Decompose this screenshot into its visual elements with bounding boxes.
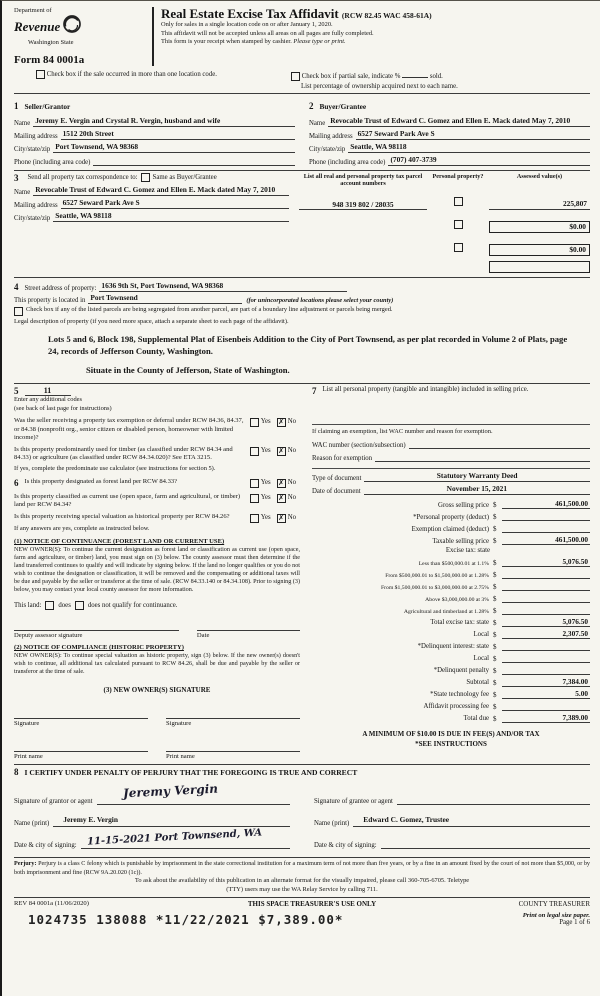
county-treasurer-label: COUNTY TREASURER (518, 900, 590, 909)
rate-3-value[interactable] (502, 581, 590, 591)
buyer-citystatezip-label: City/state/zip (309, 145, 346, 153)
grantee-date-field[interactable] (381, 838, 590, 849)
exemption-intro: If claiming an exemption, list WAC number and reason for exemption. (312, 428, 493, 436)
parcel-3-personal-checkbox[interactable] (454, 243, 463, 252)
parcel-row (299, 215, 590, 233)
tax-line-label: *State technology fee (430, 691, 489, 699)
dollar-sign: $ (493, 655, 497, 664)
grantor-printed-name: Jeremy E. Vergin (63, 815, 118, 825)
grantee-signature-block (314, 783, 590, 849)
parcel-3-number-field[interactable] (299, 247, 427, 256)
tax-line-rate-3 (312, 581, 590, 591)
seller-mailing-label: Mailing address (14, 132, 58, 140)
correspondence-name-field[interactable]: Revocable Trust of Edward C. Gomez and Ellen E. Mack dated May 7, 2010 (33, 186, 289, 196)
tax-line-delinquent-interest (312, 641, 590, 651)
parcel-2-number-field[interactable] (299, 224, 427, 233)
correspondence-mailing-field[interactable]: 6527 Seward Park Ave S (61, 199, 289, 209)
tax-line-rate-4 (312, 593, 590, 603)
parties-section (14, 93, 590, 170)
section-4-number: 4 (14, 282, 19, 293)
grantor-date-label: Date & city of signing: (14, 842, 77, 850)
street-address-label: Street address of property: (24, 285, 97, 293)
q4-no-checkbox[interactable]: ✗ (278, 493, 285, 502)
tax-line-total-state (312, 617, 590, 627)
rate-4-value[interactable] (502, 593, 590, 603)
correspondence-citystatezip-label: City/state/zip (14, 214, 51, 222)
footer (14, 897, 590, 927)
partial-sale-label-suffix: sold. (429, 73, 443, 80)
section-3-number: 3 (14, 172, 19, 183)
grantee-printname-field[interactable] (353, 816, 590, 827)
new-owner-signature-1-field[interactable] (14, 708, 148, 719)
dollar-sign: $ (493, 501, 497, 510)
additional-code-field[interactable]: 11 (25, 386, 71, 396)
new-owner-signature-2-field[interactable] (166, 708, 300, 719)
correspondence-name-label: Name (14, 188, 31, 196)
header-note-3-text: This form is your receipt when stamped by cashier. (161, 37, 292, 45)
dollar-sign: $ (493, 691, 497, 700)
wac-number-label: WAC number (section/subsection) (312, 442, 406, 450)
parcel-row (299, 192, 590, 210)
grantor-printname-field[interactable] (53, 816, 290, 827)
this-land-label: This land: (14, 602, 42, 610)
tax-line-label: Less than $500,000.01 at 1.1% (418, 560, 489, 567)
tax-correspondence-section (14, 170, 590, 277)
buyer-mailing-field[interactable]: 6527 Seward Park Ave S (356, 130, 590, 140)
multi-location-checkbox[interactable] (36, 70, 45, 79)
assessed-value-header: Assessed value(s) (516, 172, 563, 180)
section-8-number: 8 (14, 767, 19, 778)
buyer-name-label: Name (309, 119, 326, 127)
seller-phone-label: Phone (including area code) (14, 158, 91, 166)
no-label: No (287, 479, 296, 487)
print-legal-note: Print on legal size paper. (522, 912, 590, 920)
question-text: Is this property receiving special valuation as historical property per RCW 84.26? (14, 513, 230, 521)
dollar-sign: $ (493, 703, 497, 712)
buyer-name-field[interactable]: Revocable Trust of Edward C. Gomez and Ellen E. Mack dated May 7, 2010 (328, 117, 590, 127)
parcel-1-assessed-value[interactable]: 225,807 (489, 199, 590, 210)
dollar-sign: $ (493, 607, 497, 616)
total-due-value[interactable]: 7,389.00 (502, 713, 590, 723)
certification-section (14, 764, 590, 853)
accessibility-note-1: To ask about the availability of this publication in an alternate format for the visually impaired, please call 360-705-6705. Teletype (134, 876, 470, 884)
tax-line-label: *Delinquent interest: state (417, 643, 489, 651)
parcel-numbers-header: List all real and personal property tax parcel account numbers (303, 172, 423, 188)
land-does-checkbox[interactable] (45, 601, 54, 610)
form-number: Form 84 0001a (14, 54, 85, 66)
same-as-buyer-checkbox[interactable] (141, 173, 150, 182)
correspondence-citystatezip-field[interactable]: Seattle, WA 98118 (53, 212, 289, 222)
agricultural-value[interactable] (502, 605, 590, 615)
land-qualify-row (14, 601, 300, 610)
parcel-2-assessed-value[interactable]: $0.00 (489, 221, 590, 233)
tax-line-label: Subtotal (466, 679, 489, 687)
timber-agriculture-question (14, 446, 300, 463)
tax-line-delinquent-local (312, 653, 590, 663)
grantee-printed-name: Edward C. Gomez, Trustee (363, 815, 450, 825)
print-name-label: Print name (166, 753, 195, 761)
partial-sale-label: Check box if partial sale, indicate % (301, 73, 401, 80)
form-title: Real Estate Excise Tax Affidavit (161, 6, 339, 21)
q5-yes-checkbox[interactable] (250, 514, 259, 523)
dollar-sign: $ (493, 583, 497, 592)
delinquent-interest-state-value[interactable] (502, 641, 590, 651)
buyer-grantee-title: Buyer/Grantee (319, 101, 367, 111)
grantor-printname-label: Name (print) (14, 820, 50, 828)
tax-line-subtotal (312, 677, 590, 687)
see-instructions-note: *SEE INSTRUCTIONS (415, 740, 487, 749)
property-location-section (14, 277, 590, 383)
revenue-logo-icon (62, 14, 82, 39)
print-name-label: Print name (14, 753, 43, 761)
buyer-grantee-block (309, 96, 590, 166)
perjury-label: Perjury: (14, 861, 37, 868)
multi-location-label: Check box if the sale occurred in more than one location code. (46, 71, 217, 79)
taxable-selling-price-value[interactable]: 461,500.00 (502, 535, 590, 545)
tax-line-taxable (312, 535, 590, 545)
land-does-not-checkbox[interactable] (75, 601, 84, 610)
yes-label: Yes (260, 493, 271, 501)
parcel-1-personal-checkbox[interactable] (454, 197, 463, 206)
reason-exemption-field[interactable] (375, 452, 590, 462)
yes-label: Yes (260, 418, 271, 426)
correspondence-mailing-label: Mailing address (14, 201, 58, 209)
excise-tax-state-label: Excise tax: state (445, 547, 490, 555)
grantor-date-field[interactable] (81, 827, 290, 849)
header-note-3-emphasis: Please type or print. (293, 37, 346, 45)
grantor-date-ink: 11-15-2021 Port Townsend, WA (86, 827, 263, 848)
notice-of-compliance-body: NEW OWNER(S): To continue special valuation as historic property, sign (3) below. If the new owner(s) doesn't wish to continue, all additional tax calculated pursuant to RCW 84.26, shall be due and payable by the seller or transferor at the time of sale. (14, 653, 300, 676)
q5-no-checkbox[interactable]: ✗ (278, 514, 285, 523)
yes-label: Yes (260, 446, 271, 454)
tax-line-label: Local (473, 631, 489, 639)
deputy-assessor-row (14, 620, 300, 639)
parcel-table (299, 173, 590, 273)
header-note-3 (161, 38, 590, 46)
seller-phone-field[interactable] (93, 156, 295, 166)
current-use-question (14, 493, 300, 510)
treasurer-receipt-stamp: 1024735 138088 *11/22/2021 $7,389.00* (28, 912, 344, 928)
local-tax-value[interactable]: 2,307.50 (502, 629, 590, 639)
tax-line-label: Taxable selling price (432, 537, 489, 545)
dollar-sign: $ (493, 679, 497, 688)
section-6-number: 6 (14, 478, 19, 489)
partial-sale-percent-field[interactable] (402, 70, 428, 78)
divider (312, 468, 590, 469)
buyer-mailing-label: Mailing address (309, 132, 353, 140)
same-as-buyer-label: Same as Buyer/Grantee (152, 174, 217, 182)
unincorporated-note: (for unincorporated locations please select your county) (246, 297, 394, 305)
state-technology-fee-value[interactable]: 5.00 (502, 689, 590, 699)
dollar-sign: $ (493, 525, 497, 534)
grantor-signature-label: Signature of grantor or agent (14, 798, 93, 806)
form-header (14, 7, 590, 66)
dollar-sign: $ (493, 619, 497, 628)
date-of-document-label: Date of document (312, 488, 361, 496)
tax-line-processing-fee (312, 701, 590, 711)
parcel-3-assessed-value[interactable]: $0.00 (489, 244, 590, 256)
tax-line-label: Total excise tax: state (430, 619, 489, 627)
new-owners-signature-title: (3) NEW OWNER(S) SIGNATURE (103, 686, 211, 695)
buyer-phone-field[interactable]: (707) 407-3739 (388, 156, 590, 166)
dollar-sign: $ (493, 559, 497, 568)
total-excise-state-value[interactable]: 5,076.50 (502, 617, 590, 627)
tax-line-label: *Delinquent penalty (433, 667, 489, 675)
treasurer-space-label: THIS SPACE TREASURER'S USE ONLY (247, 900, 377, 909)
certify-statement: I CERTIFY UNDER PENALTY OF PERJURY THAT THE FOREGOING IS TRUE AND CORRECT (24, 767, 358, 777)
affidavit-processing-fee-value[interactable] (502, 701, 590, 711)
new-owner-signature-row (14, 708, 300, 727)
additional-codes-note: (see back of last page for instructions) (14, 404, 112, 412)
perjury-body: Perjury is a class C felony which is punishable by imprisonment in the state correctional institution for a maximum term of not more than five years, or by a fine in an amount fixed by the court of not more than $5,000, or by both imprisonment and fine (RCW 9A.20.020 (1c)). (14, 861, 590, 876)
tax-line-exemption-deduct (312, 523, 590, 533)
send-correspondence-label: Send all property tax correspondence to: (27, 174, 138, 182)
q1-yes-checkbox[interactable] (250, 418, 259, 427)
sections-5-6-column (14, 386, 300, 760)
predominate-use-note: If yes, complete the predominate use calculator (see instructions for section 5). (14, 464, 216, 472)
notice-of-compliance-title: (2) NOTICE OF COMPLIANCE (HISTORIC PROPERTY) (14, 644, 184, 652)
reason-exemption-label: Reason for exemption (312, 455, 373, 463)
tax-line-local (312, 629, 590, 639)
main-two-column-area (14, 383, 590, 764)
signature-label: Signature (14, 720, 40, 728)
deputy-date-label: Date (196, 632, 210, 640)
grantor-signature-field[interactable] (97, 781, 290, 805)
revision-number: REV 84 0001a (11/06/2020) (14, 900, 89, 908)
dollar-sign: $ (493, 513, 497, 522)
signature-label: Signature (166, 720, 192, 728)
personal-property-list-area[interactable] (312, 398, 590, 420)
type-of-document-label: Type of document (312, 475, 362, 483)
agency-state-label: Washington State (28, 39, 74, 46)
personal-property-deduct-value[interactable] (502, 511, 590, 521)
legal-description-text[interactable]: Lots 5 and 6, Block 198, Supplemental Plat of Eisenbeis Addition to the City of Port Townsend, as per plat recorded in Volume 2 of Plats, page 24, records of Jefferson County, Washington. (48, 333, 568, 356)
notice-of-continuance-body: NEW OWNER(S): To continue the current designation as forest land or classification as current use (open space, farm and agriculture, or timber) land, you must sign on (3) below. The county assessor must then determine if the land transferred continues to qualify and will indicate by signing below. If the land no longer qualifies or you do not wish to continue the designation or classification, it will be removed and the compensating or additional taxes will be due and payable by the seller or transferor at the time of sale. (RCW 84.33.140 or 84.34.108). Prior to signing (3) below, you may contact your local county assessor for more information. (14, 547, 300, 594)
personal-property-header: Personal property? (432, 172, 484, 180)
section-7-column (312, 386, 590, 760)
tax-line-label: *Personal property (deduct) (413, 513, 489, 521)
wac-number-field[interactable] (409, 439, 590, 449)
tax-line-agricultural (312, 605, 590, 615)
date-of-document-field[interactable]: November 15, 2021 (364, 485, 590, 495)
tax-line-label: Agricultural and timberland at 1.28% (403, 608, 489, 615)
gross-selling-price-value[interactable]: 461,500.00 (502, 499, 590, 509)
dollar-sign: $ (493, 715, 497, 724)
agency-dept-label: Department of (14, 7, 52, 14)
deputy-date-field[interactable] (197, 620, 300, 631)
tax-line-label: Local (473, 655, 489, 663)
seller-grantor-block (14, 96, 295, 166)
delinquent-interest-local-value[interactable] (502, 653, 590, 663)
legal-description-label: Legal description of property (if you need more space, attach a separate sheet to each page of the affidavit). (14, 318, 289, 326)
if-yes-note: If any answers are yes, complete as instructed below. (14, 525, 150, 533)
header-note-2: This affidavit will not be accepted unless all areas on all pages are fully completed. (161, 29, 374, 37)
does-label: does (58, 602, 71, 610)
tax-line-gross (312, 499, 590, 509)
tax-line-rate-2 (312, 569, 590, 579)
deputy-assessor-signature-field[interactable] (14, 620, 179, 631)
tax-line-excise-header (312, 547, 590, 555)
header-note-1: Only for sales in a single location code on or after January 1, 2020. (161, 21, 333, 29)
agency-name: Revenue (14, 18, 61, 34)
divider (312, 424, 590, 425)
q3-yes-checkbox[interactable] (250, 479, 259, 488)
seller-grantor-title: Seller/Grantor (24, 101, 71, 111)
no-label: No (287, 493, 296, 501)
page-number: Page 1 of 6 (559, 919, 590, 927)
additional-codes-label: Enter any additional codes (14, 396, 82, 404)
subtotal-value[interactable]: 7,384.00 (502, 677, 590, 687)
accessibility-note-2: (TTY) users may use the WA Relay Service by calling 711. (226, 885, 378, 893)
buyer-phone-label: Phone (including area code) (309, 158, 386, 166)
minimum-due-note: A MINIMUM OF $10.00 IS DUE IN FEE(S) AND/OR TAX (362, 730, 540, 739)
seller-citystatezip-label: City/state/zip (14, 145, 51, 153)
does-not-label: does not qualify for continuance. (87, 602, 178, 610)
perjury-notice (14, 857, 590, 877)
situate-statement: Situate in the County of Jefferson, State of Washington. (86, 365, 290, 376)
section-7-number: 7 (312, 386, 317, 397)
question-text: Was the seller receiving a property tax exemption or deferral under RCW 84.36, 84.37, or 84.38 (nonprofit org., senior citizen or disabled person, homeowner with limited income)? (14, 417, 244, 442)
tax-line-rate-1 (312, 557, 590, 567)
tax-line-label: From $500,000.01 to $1,500,000.00 at 1.28% (385, 572, 489, 579)
question-text: Is this property designated as forest land per RCW 84.33? (24, 478, 178, 486)
deputy-assessor-signature-label: Deputy assessor signature (14, 632, 83, 640)
located-in-field[interactable]: Port Townsend (88, 294, 242, 304)
segregated-parcels-note: Check box if any of the listed parcels are being segregated from another parcel, are part of a boundary line adjustment or parcels being merged. (26, 306, 393, 314)
seller-mailing-field[interactable]: 1512 20th Street (61, 130, 295, 140)
section-1-number: 1 (14, 100, 19, 111)
tax-line-total-due (312, 713, 590, 723)
located-in-label: This property is located in (14, 297, 86, 305)
q4-yes-checkbox[interactable] (250, 494, 259, 503)
tax-line-label: Exemption claimed (deduct) (411, 525, 489, 533)
tax-line-delinquent-penalty (312, 665, 590, 675)
parcel-2-personal-checkbox[interactable] (454, 220, 463, 229)
yes-label: Yes (260, 514, 271, 522)
tax-line-label: Above $3,000,000.00 at 3% (425, 596, 489, 603)
q2-yes-checkbox[interactable] (250, 447, 259, 456)
new-owner-printname-2-field[interactable] (166, 741, 300, 752)
title-block (152, 7, 590, 66)
dollar-sign: $ (493, 667, 497, 676)
section-5-number: 5 (14, 386, 19, 397)
dollar-sign: $ (493, 595, 497, 604)
grantee-printname-label: Name (print) (314, 820, 350, 828)
grantee-signature-field[interactable] (397, 794, 590, 805)
tax-line-label: Affidavit processing fee (423, 703, 489, 711)
new-owner-printname-row (14, 741, 300, 760)
q2-no-checkbox[interactable]: ✗ (278, 446, 285, 455)
yes-label: Yes (260, 479, 271, 487)
rate-2-value[interactable] (502, 569, 590, 579)
grantee-date-label: Date & city of signing: (314, 842, 377, 850)
buyer-citystatezip-field[interactable]: Seattle, WA 98118 (348, 143, 590, 153)
seller-citystatezip-field[interactable]: Port Townsend, WA 98368 (53, 143, 295, 153)
top-checkbox-row (36, 70, 590, 90)
no-label: No (287, 418, 296, 426)
section-2-number: 2 (309, 100, 314, 111)
seller-name-field[interactable]: Jeremy E. Vergin and Crystal R. Vergin, husband and wife (33, 117, 295, 127)
dollar-sign: $ (493, 631, 497, 640)
percentage-ownership-note: List percentage of ownership acquired next to each name. (301, 82, 458, 90)
parcel-row (299, 261, 590, 273)
tax-line-label: Gross selling price (438, 501, 489, 509)
grantor-signature-block (14, 783, 290, 849)
partial-sale-checkbox[interactable] (291, 72, 300, 81)
parcel-4-number-field[interactable] (299, 264, 427, 273)
notice-of-continuance-title: (1) NOTICE OF CONTINUANCE (FOREST LAND OR CURRENT USE) (14, 538, 225, 546)
q3-no-checkbox[interactable]: ✗ (278, 479, 285, 488)
personal-property-intro: List all personal property (tangible and intangible) included in selling price. (322, 386, 529, 394)
dollar-sign: $ (493, 571, 497, 580)
correspondence-block (14, 173, 289, 273)
no-label: No (287, 446, 296, 454)
seller-name-label: Name (14, 119, 31, 127)
delinquent-penalty-value[interactable] (502, 665, 590, 675)
agency-block (14, 7, 152, 66)
tax-line-label: From $1,500,000.01 to $3,000,000.00 at 2.75% (380, 584, 489, 591)
dollar-sign: $ (493, 537, 497, 546)
segregated-parcels-checkbox[interactable] (14, 307, 23, 316)
dollar-sign: $ (493, 643, 497, 652)
street-address-field[interactable]: 1636 9th St, Port Townsend, WA 98368 (99, 282, 346, 292)
grantee-signature-label: Signature of grantee or agent (314, 798, 393, 806)
question-text: Is this property predominantly used for timber (as classified under RCW 84.34 and 84.33) or agriculture (as classified under RCW 84.34.020)? See ETA 3215. (14, 445, 233, 462)
rcw-reference: (RCW 82.45 WAC 458-61A) (341, 11, 432, 20)
tax-line-label: Total due (463, 715, 489, 723)
tax-line-personal-deduct (312, 511, 590, 521)
question-text: Is this property classified as current use (open space, farm and agricultural, or timber) land per RCW 84.34? (14, 492, 241, 509)
type-of-document-field[interactable]: Statutory Warranty Deed (364, 472, 590, 482)
parcel-1-number-field[interactable]: 948 319 802 / 28035 (299, 200, 427, 210)
no-label: No (287, 514, 296, 522)
exemption-deferral-question (14, 417, 300, 443)
grantor-signature-ink: Jeremy Vergin (122, 781, 218, 801)
exemption-claimed-value[interactable] (502, 523, 590, 533)
q1-no-checkbox[interactable]: ✗ (278, 418, 285, 427)
parcel-row (299, 238, 590, 256)
rate-1-value[interactable]: 5,076.50 (502, 557, 590, 567)
new-owner-printname-1-field[interactable] (14, 741, 148, 752)
tax-line-tech-fee (312, 689, 590, 699)
historic-property-question (14, 513, 300, 523)
parcel-4-assessed-value[interactable] (489, 261, 590, 273)
forest-land-question (14, 478, 300, 490)
